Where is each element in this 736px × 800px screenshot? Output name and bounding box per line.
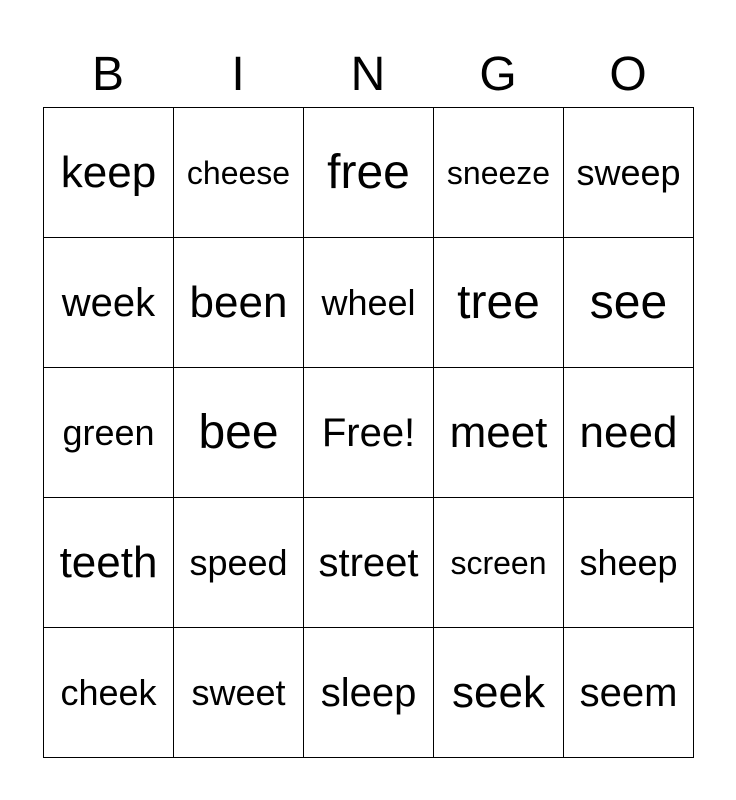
bingo-cell: meet [434,368,564,498]
header-letter-b: B [91,48,124,101]
bingo-cell: street [304,498,434,628]
bingo-cell: see [564,238,694,368]
bingo-cell free-space: Free! [304,368,434,498]
bingo-cell: speed [174,498,304,628]
bingo-cell: keep [44,108,174,238]
header-letter-g: G [479,48,517,101]
bingo-cell: wheel [304,238,434,368]
bingo-cell: cheek [44,628,174,758]
bingo-cell: tree [434,238,564,368]
bingo-cell: week [44,238,174,368]
bingo-cell: seem [564,628,694,758]
bingo-cell: need [564,368,694,498]
bingo-cell: green [44,368,174,498]
bingo-cell: free [304,108,434,238]
bingo-cell: bee [174,368,304,498]
bingo-cell: cheese [174,108,304,238]
bingo-cell: sweet [174,628,304,758]
bingo-cell: sneeze [434,108,564,238]
bingo-board [43,107,694,758]
bingo-cell: teeth [44,498,174,628]
bingo-cell: seek [434,628,564,758]
header-letter-i: I [231,48,245,101]
bingo-cell: sweep [564,108,694,238]
header-letter-n: N [350,48,386,101]
bingo-cell: sleep [304,628,434,758]
bingo-cell: screen [434,498,564,628]
bingo-cell: been [174,238,304,368]
bingo-cell: sheep [564,498,694,628]
header-letter-o: O [609,48,647,101]
bingo-header [43,44,693,106]
